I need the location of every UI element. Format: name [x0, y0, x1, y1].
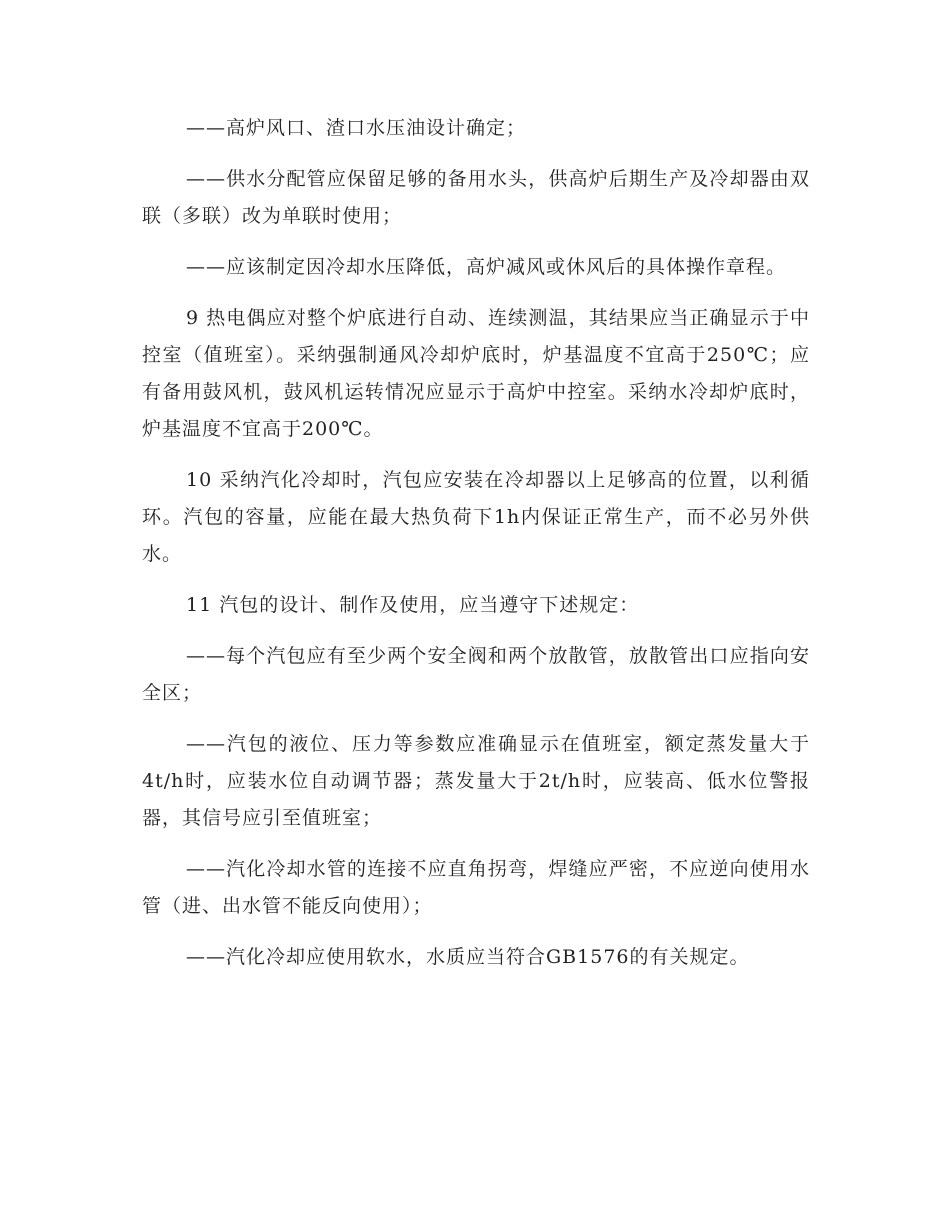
- paragraph-level-pressure-display: ——汽包的液位、压力等参数应准确显示在值班室，额定蒸发量大于4t/h时，应装水位自动调节器；蒸发量大于2t/h时，应装高、低水位警报器，其信号应引至值班室；: [142, 733, 810, 829]
- paragraph-pipe-connection: ——汽化冷却水管的连接不应直角拐弯，焊缝应严密，不应逆向使用水管（进、出水管不能反向使用）；: [142, 858, 810, 917]
- paragraph-clause-11: 11 汽包的设计、制作及使用，应当遵守下述规定：: [186, 594, 640, 616]
- paragraph-water-distribution: ——供水分配管应保留足够的备用水头，供高炉后期生产及冷却器由双联（多联）改为单联时使用；: [142, 168, 810, 227]
- paragraph-clause-10: 10 采纳汽化冷却时，汽包应安装在冷却器以上足够高的位置，以利循环。汽包的容量，应能在最大热负荷下1h内保证正常生产，而不必另外供水。: [142, 469, 810, 565]
- paragraph-soft-water: ——汽化冷却应使用软水，水质应当符合GB1576的有关规定。: [186, 946, 750, 968]
- document-body: [142, 110, 810, 990]
- paragraph-operating-procedure: ——应该制定因冷却水压降低，高炉减风或休风后的具体操作章程。: [186, 256, 787, 278]
- paragraph-clause-9: 9 热电偶应对整个炉底进行自动、连续测温，其结果应当正确显示于中控室（值班室）。采纳强制通风冷却炉底时，炉基温度不宜高于250℃；应有备用鼓风机，鼓风机运转情况应显示于高炉中控室。采纳水冷却炉底时，炉基温度不宜高于200℃。: [142, 307, 810, 440]
- paragraph-tuyere-water-pressure: ——高炉风口、渣口水压油设计确定；: [186, 117, 527, 139]
- paragraph-safety-valves: ——每个汽包应有至少两个安全阀和两个放散管，放散管出口应指向安全区；: [142, 645, 810, 704]
